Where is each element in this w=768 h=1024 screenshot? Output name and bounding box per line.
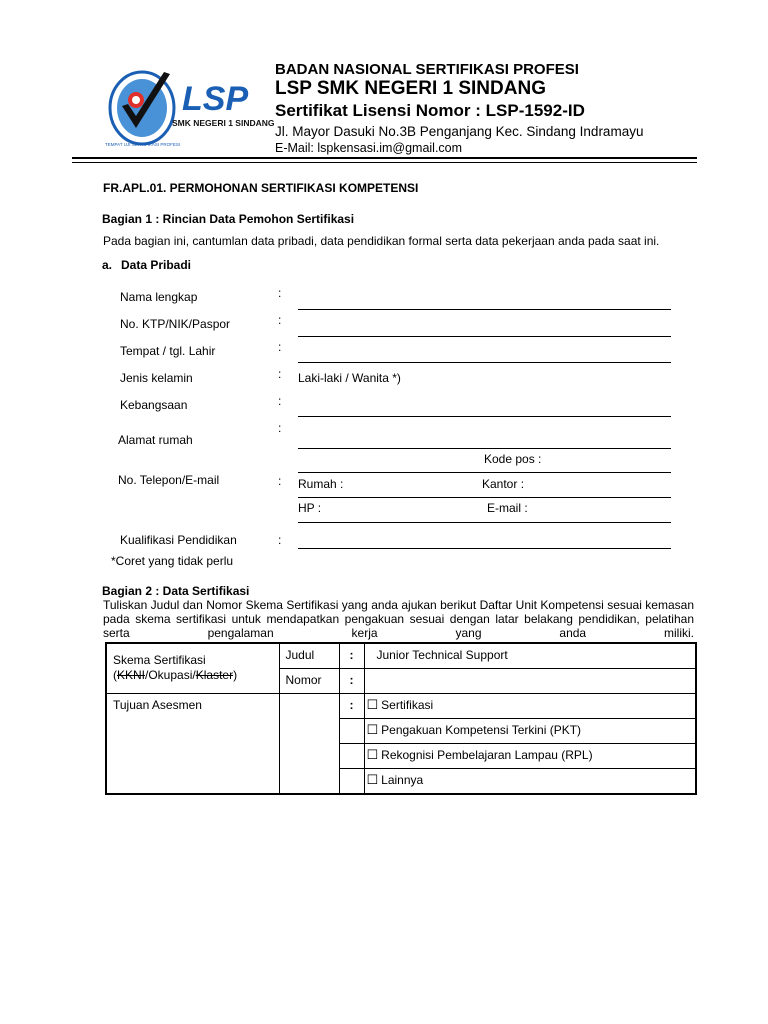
nomor-label: Nomor bbox=[279, 669, 339, 694]
kebangsaan-field[interactable] bbox=[298, 416, 671, 417]
tujuan-asesmen-label: Tujuan Asesmen bbox=[106, 694, 279, 795]
hp-label: HP : bbox=[298, 501, 322, 515]
checkbox-icon[interactable]: ☐ bbox=[366, 697, 379, 712]
telepon-rumah-field[interactable] bbox=[298, 497, 671, 498]
form-code: FR.APL.01. PERMOHONAN SERTIFIKASI KOMPETENSI bbox=[103, 181, 419, 195]
kantor-label: Kantor : bbox=[482, 477, 525, 491]
alamat-field[interactable] bbox=[298, 448, 671, 449]
kkni-strike: KKNI bbox=[117, 668, 146, 682]
skema-label-cell: Skema Sertifikasi (KKNI/Okupasi/Klaster) bbox=[106, 643, 279, 694]
email-label: E-mail : bbox=[487, 501, 528, 515]
nomor-value[interactable] bbox=[364, 669, 696, 694]
colon-empty bbox=[339, 719, 364, 744]
colon: : bbox=[339, 694, 364, 719]
label-kebangsaan: Kebangsaan bbox=[120, 398, 188, 412]
option-sertifikasi[interactable]: ☐ Sertifikasi bbox=[364, 694, 696, 719]
header-rule-thick bbox=[72, 157, 697, 159]
colon: : bbox=[278, 533, 282, 547]
org-name: BADAN NASIONAL SERTIFIKASI PROFESI bbox=[275, 61, 579, 78]
klaster-strike: Klaster bbox=[195, 668, 234, 682]
hp-email-field[interactable] bbox=[298, 522, 671, 523]
rumah-label: Rumah : bbox=[298, 477, 344, 491]
checkbox-icon[interactable]: ☐ bbox=[366, 722, 379, 737]
label-ktp: No. KTP/NIK/Paspor bbox=[120, 317, 231, 331]
checkbox-icon[interactable]: ☐ bbox=[366, 772, 379, 787]
colon: : bbox=[339, 669, 364, 694]
ttl-field[interactable] bbox=[298, 362, 671, 363]
kodepos-field[interactable] bbox=[298, 472, 671, 473]
section1-intro: Pada bagian ini, cantumlan data pribadi, data pendidikan formal serta data pekerjaan anda pada saat ini. bbox=[103, 234, 660, 248]
kodepos-label: Kode pos : bbox=[484, 452, 542, 466]
option-lainnya[interactable]: ☐ Lainnya bbox=[364, 769, 696, 795]
skema-label: Skema Sertifikasi bbox=[113, 653, 206, 667]
colon-empty bbox=[339, 744, 364, 769]
colon: : bbox=[278, 474, 282, 488]
colon: : bbox=[278, 340, 282, 354]
kualifikasi-field[interactable] bbox=[298, 548, 671, 549]
logo-subtext: SMK NEGERI 1 SINDANG bbox=[172, 118, 275, 128]
checkbox-icon[interactable]: ☐ bbox=[366, 747, 379, 762]
section2-description: Tuliskan Judul dan Nomor Skema Sertifikasi yang anda ajukan berikut Daftar Unit Kompetensi sesuai kemasan pada skema sertifikasi untuk mendapatkan pengakuan sesuai dengan latar belakang pendidikan, pelatihan serta pengalaman kerja yang anda miliki. bbox=[103, 598, 694, 640]
section1-title: Bagian 1 : Rincian Data Pemohon Sertifikasi bbox=[102, 212, 355, 226]
colon: : bbox=[278, 367, 282, 381]
colon: : bbox=[339, 643, 364, 669]
email-address: E-Mail: lspkensasi.im@gmail.com bbox=[275, 141, 463, 155]
subsection-title: Data Pribadi bbox=[121, 258, 192, 272]
colon-empty bbox=[339, 769, 364, 795]
ktp-field[interactable] bbox=[298, 336, 671, 337]
label-kualifikasi: Kualifikasi Pendidikan bbox=[120, 533, 237, 547]
jenis-kelamin-value[interactable]: Laki-laki / Wanita *) bbox=[298, 371, 401, 385]
lsp-logo-graphic bbox=[102, 66, 275, 148]
note-coret: *Coret yang tidak perlu bbox=[111, 554, 234, 568]
judul-value[interactable]: Junior Technical Support bbox=[364, 643, 696, 669]
label-ttl: Tempat / tgl. Lahir bbox=[120, 344, 216, 358]
lsp-logo bbox=[102, 66, 275, 148]
license-number: Sertifikat Lisensi Nomor : LSP-1592-ID bbox=[275, 101, 585, 120]
header-rule-thin bbox=[72, 162, 697, 163]
section2-title: Bagian 2 : Data Sertifikasi bbox=[102, 584, 250, 598]
option-rpl[interactable]: ☐ Rekognisi Pembelajaran Lampau (RPL) bbox=[364, 744, 696, 769]
label-telepon: No. Telepon/E-mail bbox=[118, 473, 220, 487]
address: Jl. Mayor Dasuki No.3B Penganjang Kec. Sindang Indramayu bbox=[275, 124, 644, 139]
subsection-letter: a. bbox=[102, 258, 113, 272]
colon: : bbox=[278, 394, 282, 408]
label-nama: Nama lengkap bbox=[120, 290, 198, 304]
label-alamat: Alamat rumah bbox=[118, 433, 193, 447]
logo-ring-text: TEMPAT UJI SERTIFIKASI PROFESI bbox=[105, 142, 181, 147]
nama-field[interactable] bbox=[298, 309, 671, 310]
logo-text: LSP bbox=[182, 80, 249, 118]
label-jenis-kelamin: Jenis kelamin bbox=[120, 371, 193, 385]
colon: : bbox=[278, 286, 282, 300]
colon: : bbox=[278, 421, 282, 435]
tujuan-spacer bbox=[279, 694, 339, 795]
colon: : bbox=[278, 313, 282, 327]
skema-table bbox=[105, 642, 697, 795]
judul-label: Judul bbox=[279, 643, 339, 669]
lsp-name: LSP SMK NEGERI 1 SINDANG bbox=[275, 78, 546, 99]
option-pkt[interactable]: ☐ Pengakuan Kompetensi Terkini (PKT) bbox=[364, 719, 696, 744]
